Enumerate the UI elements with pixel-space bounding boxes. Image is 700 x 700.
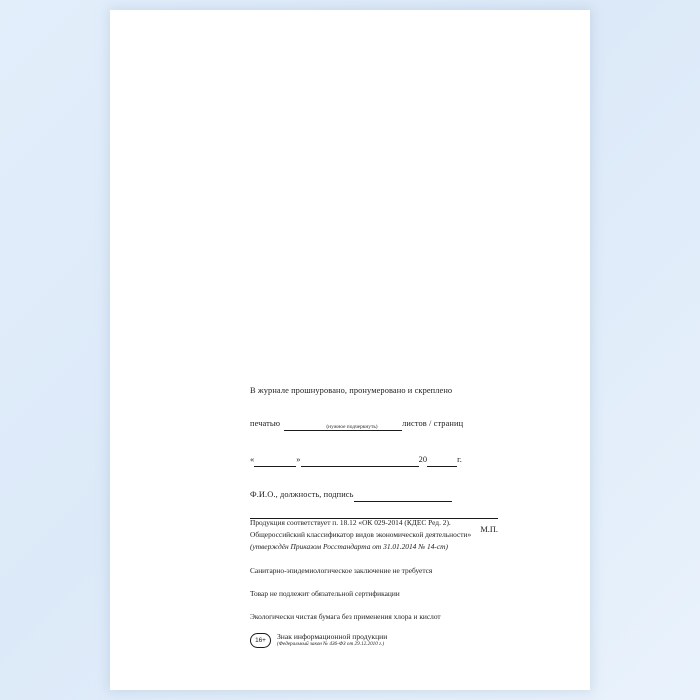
date-month-field[interactable] xyxy=(301,457,419,467)
document-page xyxy=(110,10,590,690)
certification-seal-label: печатью xyxy=(250,419,281,428)
age-rating-texts xyxy=(277,632,387,648)
certification-line-1 xyxy=(250,380,510,398)
age-rating-title: Знак информационной продукции xyxy=(277,632,388,641)
date-year-prefix: 20 xyxy=(418,455,428,464)
sanitary-note: Санитарно-эпидемиологическое заключение не требуется xyxy=(250,566,433,575)
notes-block xyxy=(250,518,510,648)
age-rating-law: (Федеральный закон № 436-ФЗ от 29.12.2010 г.) xyxy=(277,641,385,647)
date-line xyxy=(250,449,510,467)
fio-label: Ф.И.О., должность, подпись xyxy=(250,490,354,499)
date-year-field[interactable] xyxy=(427,457,457,467)
fio-field[interactable] xyxy=(354,492,452,502)
date-quote-open: « xyxy=(250,455,255,464)
okved-line-3: (утверждён Приказом Росстандарта от 31.01.2014 № 14-ст) xyxy=(250,542,448,551)
certification-block xyxy=(250,380,510,534)
okved-line-2: Общероссийский классификатор видов экономической деятельности» xyxy=(250,530,472,539)
okved-line-1: Продукция соответствует п. 18.12 «ОК 029-2014 (КДЕС Ред. 2). xyxy=(250,518,451,527)
fio-line xyxy=(250,484,510,519)
paper-note: Экологически чистая бумага без применения хлора и кислот xyxy=(250,612,441,621)
certification-line-2 xyxy=(250,413,510,431)
certification-note: Товар не подлежит обязательной сертификации xyxy=(250,589,400,598)
date-quote-close: » xyxy=(296,455,301,464)
date-year-suffix: г. xyxy=(457,455,462,464)
date-day-field[interactable] xyxy=(254,457,296,467)
age-rating-row xyxy=(250,632,510,648)
stamp-place-label: М.П. xyxy=(480,525,498,534)
age-rating-badge: 16+ xyxy=(250,633,271,648)
certification-line-1-text: В журнале прошнуровано, пронумеровано и скреплено xyxy=(250,386,453,395)
certification-sheets-label: листов / страниц xyxy=(402,419,464,428)
underline-note: (нужное подчеркнуть) xyxy=(326,424,378,430)
